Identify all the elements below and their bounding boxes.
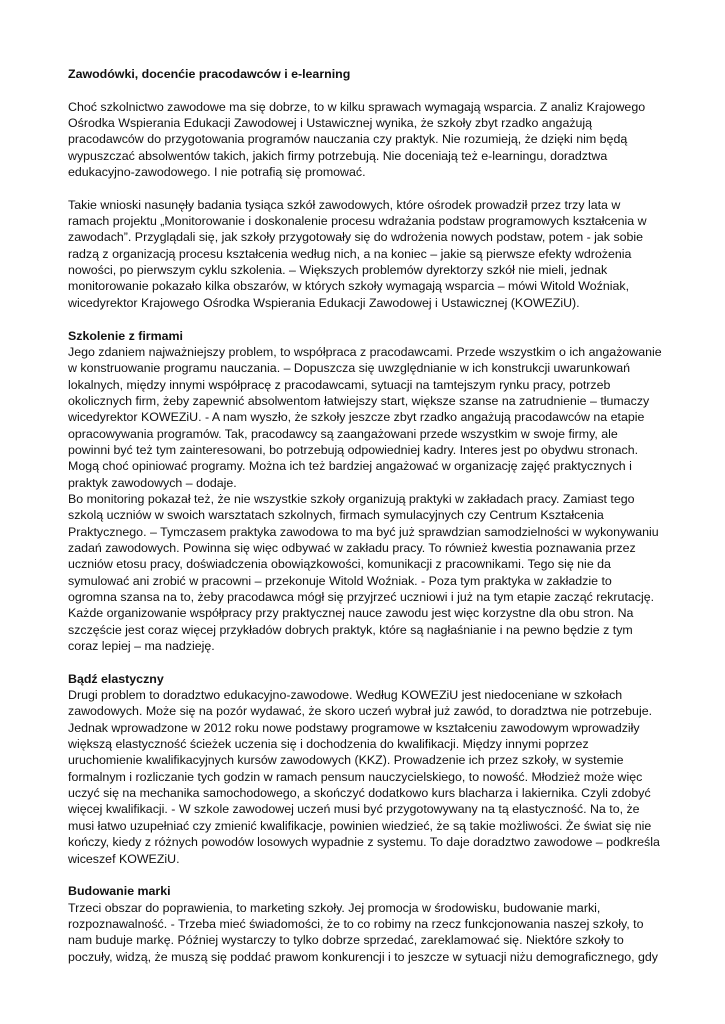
document-title: Zawodówki, docenćie pracodawców i e-learning bbox=[68, 67, 351, 81]
section-heading-elastyczny: Bądź elastyczny bbox=[68, 671, 164, 686]
section-paragraph: Jego zdaniem najważniejszy problem, to współpraca z pracodawcami. Przede wszystkim o ich angażowanie w konstruowanie programu nauczania. – Dopuszcza się uwzględnianie w ich konstrukcji uwarunkowań lokalnych, między innymi współpracę z pracodawcami, sytuacji na tamtejszym rynku pracy, potrzeb okolicznych firm, żeby zapewnić absolwentom łatwiejszy start, większe szanse na zatrudnienie – tłumaczy wicedyrektor KOWEZiU. - A nam wyszło, że szkoły jeszcze zbyt rzadko angażują pracodawców na etapie opracowywania programów. Tak, pracodawcy są zaangażowani przede wszystkim w swoje firmy, ale powinni być też tym zainteresowani, bo potrzebują odpowiedniej kadry. Interes jest po obydwu stronach. Mogą choć opiniować programy. Można ich też bardziej angażować w organizację zajęć praktycznych i praktyk zawodowych – dodaje. bbox=[68, 344, 662, 490]
section-paragraph: Drugi problem to doradztwo edukacyjno-zawodowe. Według KOWEZiU jest niedoceniane w szkołach zawodowych. Może się na pozór wydawać, że skoro uczeń wybrał już zawód, to doradztwa nie potrzebuje. Jednak wprowadzone w 2012 roku nowe podstawy programowe w kształceniu zawodowym wprowadziły większą elastyczność ścieżek uczenia się i dochodzenia do kwalifikacji. Między innymi poprzez uruchomienie kwalifikacyjnych kursów zawodowych (KKZ). Prowadzenie ich przez szkoły, w systemie formalnym i rozliczanie tych godzin w ramach pensum nauczycielskiego, to nowość. Młodzież może więc uczyć się na mechanika samochodowego, a skończyć dodatkowo kurs blacharza i lakiernika. Czyli zdobyć więcej kwalifikacji. - W szkole zawodowej uczeń musi być przygotowywany na tą elastyczność. Na to, że musi łatwo uzupełniać czy zmienić kwalifikacje, powinien wiedzieć, że są takie możliwości. Że świat się nie kończy, kiedy z różnych powodów losowych wypadnie z systemu. To daje doradztwo zawodowe – podkreśla wiceszef KOWEZiU. bbox=[68, 688, 660, 866]
section-paragraph: Trzeci obszar do poprawienia, to marketing szkoły. Jej promocja w środowisku, budowanie marki, rozpoznawalność. - Trzeba mieć świadomości, że to co robimy na rzecz funkcjonowania naszej szkoły, to nam buduje markę. Później wystarczy to tylko dobrze sprzedać, zareklamować się. Niektóre szkoły to poczuły, widzą, że muszą się poddać prawom konkurencji i to jeszcze w sytuacji niżu demograficznego, gdy bbox=[68, 900, 658, 964]
intro-paragraph-2: Takie wnioski nasunęły badania tysiąca szkół zawodowych, które ośrodek prowadził przez trzy lata w ramach projektu „Monitorowanie i doskonalenie procesu wdrażania podstaw programowych kształcenia w zawodach”. Przyglądali się, jak szkoły przygotowały się do wdrożenia nowych podstaw, potem - jak sobie radzą z organizacją procesu kształcenia według nich, a na koniec – jakie są pierwsze efekty wdrożenia nowości, po pierwszym cyklu szkolenia. – Większych problemów dyrektorzy szkół nie mieli, jednak monitorowanie pokazało kilka obszarów, w których szkoły wymagają wsparcia – mówi Witold Woźniak, wicedyrektor Krajowego Ośrodka Wspierania Edukacji Zawodowej i Ustawicznej (KOWEZiU). bbox=[68, 197, 647, 310]
document-page bbox=[68, 66, 663, 965]
section-heading-szkolenie: Szkolenie z firmami bbox=[68, 328, 183, 343]
intro-paragraph-1: Choć szkolnictwo zawodowe ma się dobrze, to w kilku sprawach wymagają wsparcia. Z analiz Krajowego Ośrodka Wspierania Edukacji Zawodowej i Ustawicznej wynika, że szkoły zbyt rzadko angażują pracodawców do przygotowania programów nauczania czy praktyk. Nie rozumieją, że dzięki nim będą wypuszczać absolwentów takich, jakich firmy potrzebują. Nie doceniają też e-learningu, doradztwa edukacyjno-zawodowego. I nie potrafią się promować. bbox=[68, 99, 646, 180]
section-heading-marka: Budowanie marki bbox=[68, 884, 171, 899]
section-paragraph: Bo monitoring pokazał też, że nie wszystkie szkoły organizują praktyki w zakładach pracy. Zamiast tego szkolą uczniów w swoich warsztatach szkolnych, firmach symulacyjnych czy Centrum Kształcenia Praktycznego. – Tymczasem praktyka zawodowa to ma być już sprawdzian samodzielności w wykonywaniu zadań zawodowych. Powinna się więc odbywać w zakładu pracy. To również kwestia poznawania przez uczniów etosu pracy, doświadczenia obowiązkowości, komunikacji z pracownikami. Tego się nie da symulować ani zrobić w pracowni – przekonuje Witold Woźniak. - Poza tym praktyka w zakładzie to ogromna szansa na to, żeby pracodawca mógł się przyjrzeć uczniowi i już na tym etapie zacząć rekrutację. Każde organizowanie współpracy przy praktycznej nauce zawodu jest więc korzystne dla obu stron. Na szczęście jest coraz więcej przykładów dobrych praktyk, które są nagłaśnianie i na pewno będzie z tym coraz lepiej – ma nadzieję. bbox=[68, 491, 659, 654]
